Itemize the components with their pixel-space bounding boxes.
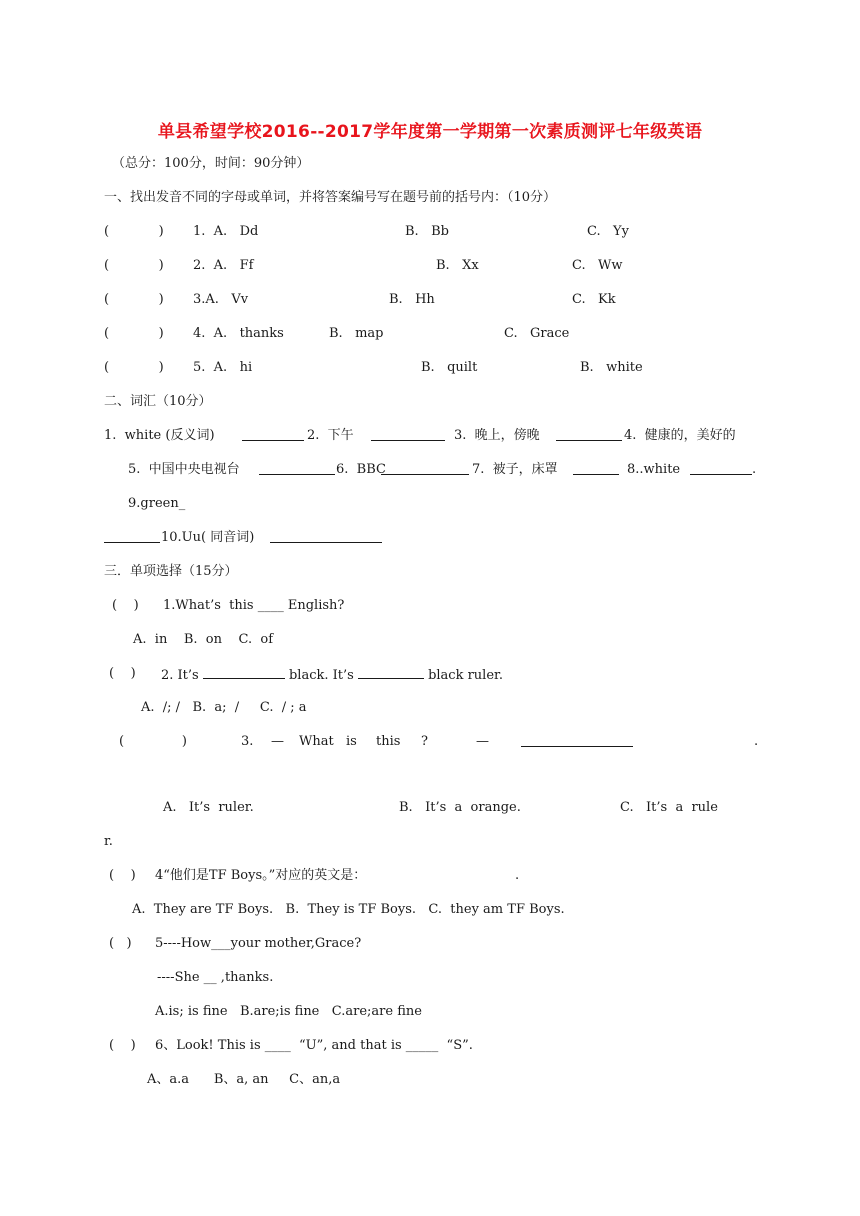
vocab-item-9: 9.green_ <box>128 496 186 511</box>
stem-part: black. It’s <box>284 668 358 683</box>
vocab-item-2: 2. 下午 <box>307 428 354 443</box>
answer-blank[interactable] <box>358 665 424 679</box>
question-options: A. /; / B. a; / C. / ; a <box>141 700 307 715</box>
vocab-item-4: 4. 健康的，美好的 <box>624 428 736 443</box>
question-stem <box>161 665 503 685</box>
question-options: A. They are TF Boys. B. They is TF Boys. C. they am TF Boys. <box>132 902 565 917</box>
answer-blank[interactable] <box>556 427 622 441</box>
option-b: B. Hh <box>389 292 435 307</box>
vocab-item-7: 7. 被子，床罩 <box>472 462 558 477</box>
option-c-wrap: r. <box>104 834 113 849</box>
answer-paren: ( ) <box>112 598 139 613</box>
option-c: C. Ww <box>572 258 623 273</box>
question-stem: 4“他们是TF Boys。”对应的英文是： <box>155 868 367 883</box>
answer-blank[interactable] <box>259 461 335 475</box>
vocab-item-5: 5. 中国中央电视台 <box>128 462 240 477</box>
vocab-item-3: 3. 晚上，傍晚 <box>454 428 540 443</box>
vocab-item-8-end: . <box>752 462 757 477</box>
stem-part: black ruler. <box>423 668 503 683</box>
answer-blank[interactable] <box>521 733 633 747</box>
question-line-2: ----She __ ,thanks. <box>157 970 274 985</box>
answer-paren: ( ) <box>119 734 187 749</box>
dash: — <box>271 734 284 749</box>
option-b: B. Bb <box>405 224 449 239</box>
vocab-item-8: 8..white <box>627 462 681 477</box>
question-stem: 5----How___your mother,Grace? <box>155 936 362 951</box>
question-options: A.is; is fine B.are;is fine C.are;are fine <box>155 1004 422 1019</box>
option-a: 3.A. Vv <box>193 292 249 307</box>
answer-paren: ( ) <box>109 868 136 883</box>
option-b: B. It’s a orange. <box>399 800 521 815</box>
answer-paren: ( ) <box>104 326 164 341</box>
question-stem: 6、Look! This is ____ “U”, and that is _____ “S”. <box>155 1038 473 1053</box>
answer-blank[interactable] <box>270 529 382 543</box>
question-number: 3. <box>241 734 254 749</box>
answer-paren: ( ) <box>109 1038 136 1053</box>
option-b: B. map <box>329 326 384 341</box>
answer-blank[interactable] <box>381 461 469 475</box>
section-2-heading: 二、词汇（10分） <box>104 394 212 409</box>
answer-paren: ( ) <box>109 936 132 951</box>
stem-word: What <box>299 734 334 749</box>
answer-paren: ( ) <box>104 258 164 273</box>
option-a: 4. A. thanks <box>193 326 284 341</box>
answer-blank[interactable] <box>371 427 445 441</box>
answer-paren: ( ) <box>104 292 164 307</box>
stem-word: this <box>376 734 401 749</box>
answer-paren: ( ) <box>104 360 164 375</box>
answer-blank[interactable] <box>242 427 304 441</box>
question-options: A. in B. on C. of <box>133 632 274 647</box>
section-3-heading: 三．单项选择（15分） <box>104 564 238 579</box>
stem-part: 2. It’s <box>161 668 203 683</box>
stem-word: ? <box>421 734 428 749</box>
option-c: B. white <box>580 360 643 375</box>
answer-paren: ( ) <box>109 666 136 681</box>
option-b: B. Xx <box>436 258 479 273</box>
option-a: A. It’s ruler. <box>163 800 254 815</box>
answer-blank[interactable] <box>690 461 752 475</box>
stem-word: is <box>346 734 357 749</box>
answer-blank[interactable] <box>573 461 619 475</box>
vocab-item-10: 10.Uu( 同音词) <box>161 530 255 545</box>
question-stem: 1.What’s this ____ English? <box>163 598 345 613</box>
option-a: 5. A. hi <box>193 360 253 375</box>
option-c: C. Yy <box>587 224 629 239</box>
dash: — <box>476 734 489 749</box>
section-1-heading: 一、找出发音不同的字母或单词，并将答案编号写在题号前的括号内：（10分） <box>104 190 557 205</box>
option-a: 2. A. Ff <box>193 258 254 273</box>
exam-meta: （总分：100分，时间：90分钟） <box>112 156 310 171</box>
stem-end: . <box>515 868 520 883</box>
vocab-item-1: 1. white (反义词) <box>104 428 215 443</box>
option-b: B. quilt <box>421 360 478 375</box>
question-options: A、a.a B、a, an C、an,a <box>147 1072 341 1087</box>
answer-blank[interactable] <box>203 665 285 679</box>
stem-end: . <box>754 734 759 749</box>
document-title: 单县希望学校2016--2017学年度第一学期第一次素质测评七年级英语 <box>157 122 703 142</box>
option-c: C. Kk <box>572 292 616 307</box>
vocab-item-6: 6. BBC <box>336 462 386 477</box>
option-a: 1. A. Dd <box>193 224 259 239</box>
option-c: C. Grace <box>504 326 570 341</box>
answer-blank[interactable] <box>104 529 160 543</box>
answer-paren: ( ) <box>104 224 164 239</box>
option-c: C. It’s a rule <box>620 800 718 815</box>
